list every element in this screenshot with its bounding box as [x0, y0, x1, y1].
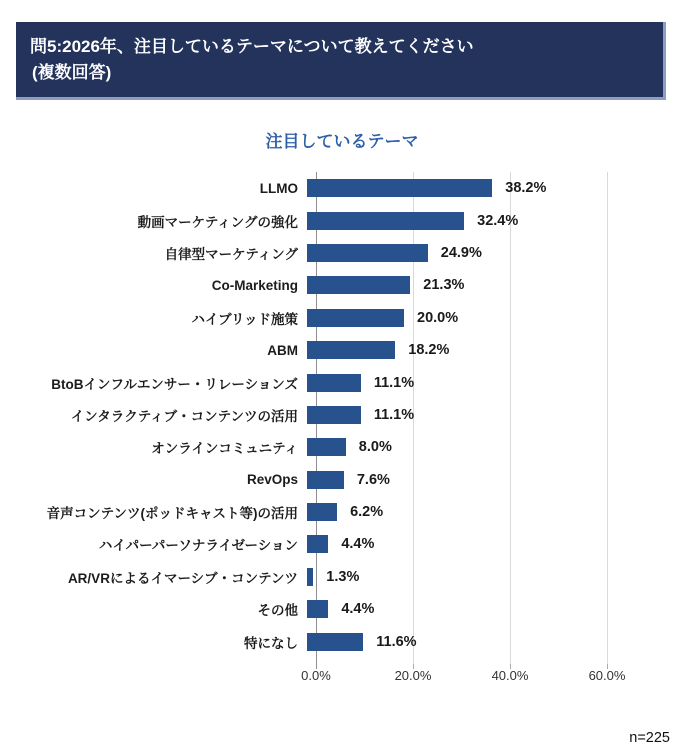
category-label: ハイパーパーソナライゼーション: [98, 538, 298, 554]
bar: [307, 179, 492, 197]
value-label: 32.4%: [477, 212, 519, 229]
bar: [307, 341, 395, 359]
value-label: 24.9%: [440, 244, 482, 261]
bar: [307, 374, 361, 392]
bar: [307, 471, 344, 489]
category-label: オンラインコミュニティ: [151, 441, 298, 457]
chart-row: [0, 593, 684, 625]
x-tick-label: 0.0%: [301, 668, 331, 683]
bar: [307, 438, 346, 456]
question-header-line2: (複数回答): [32, 62, 112, 82]
bar: [307, 406, 361, 424]
value-label: 4.4%: [341, 601, 375, 618]
bar: [307, 503, 337, 521]
chart-row: [0, 561, 684, 593]
chart-row: [0, 172, 684, 204]
value-label: 11.1%: [373, 406, 415, 423]
bar: [307, 600, 328, 618]
chart-title: 注目しているテーマ: [265, 132, 419, 151]
category-label: その他: [257, 603, 298, 619]
bar: [307, 244, 428, 262]
bar-area: [307, 593, 684, 625]
x-tick-label: 20.0%: [394, 668, 432, 683]
bar: [307, 276, 410, 294]
chart-row: [0, 334, 684, 366]
bar-chart-plot: [0, 172, 684, 664]
bar-area: [307, 366, 684, 398]
category-label: Co-Marketing: [211, 277, 298, 293]
category-label: 自律型マーケティング: [164, 246, 298, 262]
chart-rows: [0, 172, 684, 658]
bar-area: [307, 269, 684, 301]
chart-row: [0, 399, 684, 431]
bar-area: [307, 625, 684, 657]
value-label: 8.0%: [358, 439, 392, 456]
category-label: AR/VRによるイマーシブ・コンテンツ: [67, 570, 298, 586]
category-label: ハイブリッド施策: [191, 311, 298, 327]
value-label: 6.2%: [350, 504, 384, 521]
bar-area: [307, 528, 684, 560]
x-axis-tick-labels: [0, 668, 684, 686]
bar-area: [307, 334, 684, 366]
bar-area: [307, 237, 684, 269]
chart-row: [0, 204, 684, 236]
bar: [307, 535, 328, 553]
chart-row: [0, 366, 684, 398]
value-label: 21.3%: [423, 277, 465, 294]
value-label: 38.2%: [505, 180, 547, 197]
bar: [307, 568, 313, 586]
category-label: 動画マーケティングの強化: [137, 214, 298, 230]
bar: [307, 309, 404, 327]
sample-size-note: n=225: [629, 730, 670, 746]
value-label: 20.0%: [417, 309, 459, 326]
bar-area: [307, 399, 684, 431]
category-label: 特になし: [244, 635, 298, 651]
category-label: インタラクティブ・コンテンツの活用: [70, 408, 298, 424]
question-header-line1: 問5:2026年、注目しているテーマについて教えてください: [30, 37, 474, 56]
chart-row: [0, 464, 684, 496]
value-label: 11.6%: [376, 633, 417, 650]
x-tick-label: 40.0%: [491, 668, 529, 683]
value-label: 4.4%: [341, 536, 375, 553]
chart-row: [0, 302, 684, 334]
bar-area: [307, 302, 684, 334]
category-label: RevOps: [246, 472, 298, 488]
chart-row: [0, 496, 684, 528]
bar-area: [307, 172, 684, 204]
category-label: ABM: [267, 342, 298, 358]
bar-area: [307, 431, 684, 463]
chart-row: [0, 528, 684, 560]
chart-row: [0, 237, 684, 269]
question-header: [16, 22, 666, 100]
bar-area: [307, 561, 684, 593]
value-label: 11.1%: [373, 374, 415, 391]
value-label: 7.6%: [356, 471, 390, 488]
value-label: 18.2%: [408, 342, 450, 359]
bar-area: [307, 464, 684, 496]
chart-row: [0, 269, 684, 301]
bar: [307, 212, 464, 230]
x-tick-label: 60.0%: [588, 668, 626, 683]
chart-row: [0, 625, 684, 657]
category-label: LLMO: [259, 180, 298, 196]
category-label: 音声コンテンツ(ポッドキャスト等)の活用: [46, 506, 298, 522]
bar-area: [307, 204, 684, 236]
category-label: BtoBインフルエンサー・リレーションズ: [51, 376, 298, 392]
bar-area: [307, 496, 684, 528]
chart-row: [0, 431, 684, 463]
value-label: 1.3%: [326, 568, 360, 585]
bar: [307, 633, 363, 651]
